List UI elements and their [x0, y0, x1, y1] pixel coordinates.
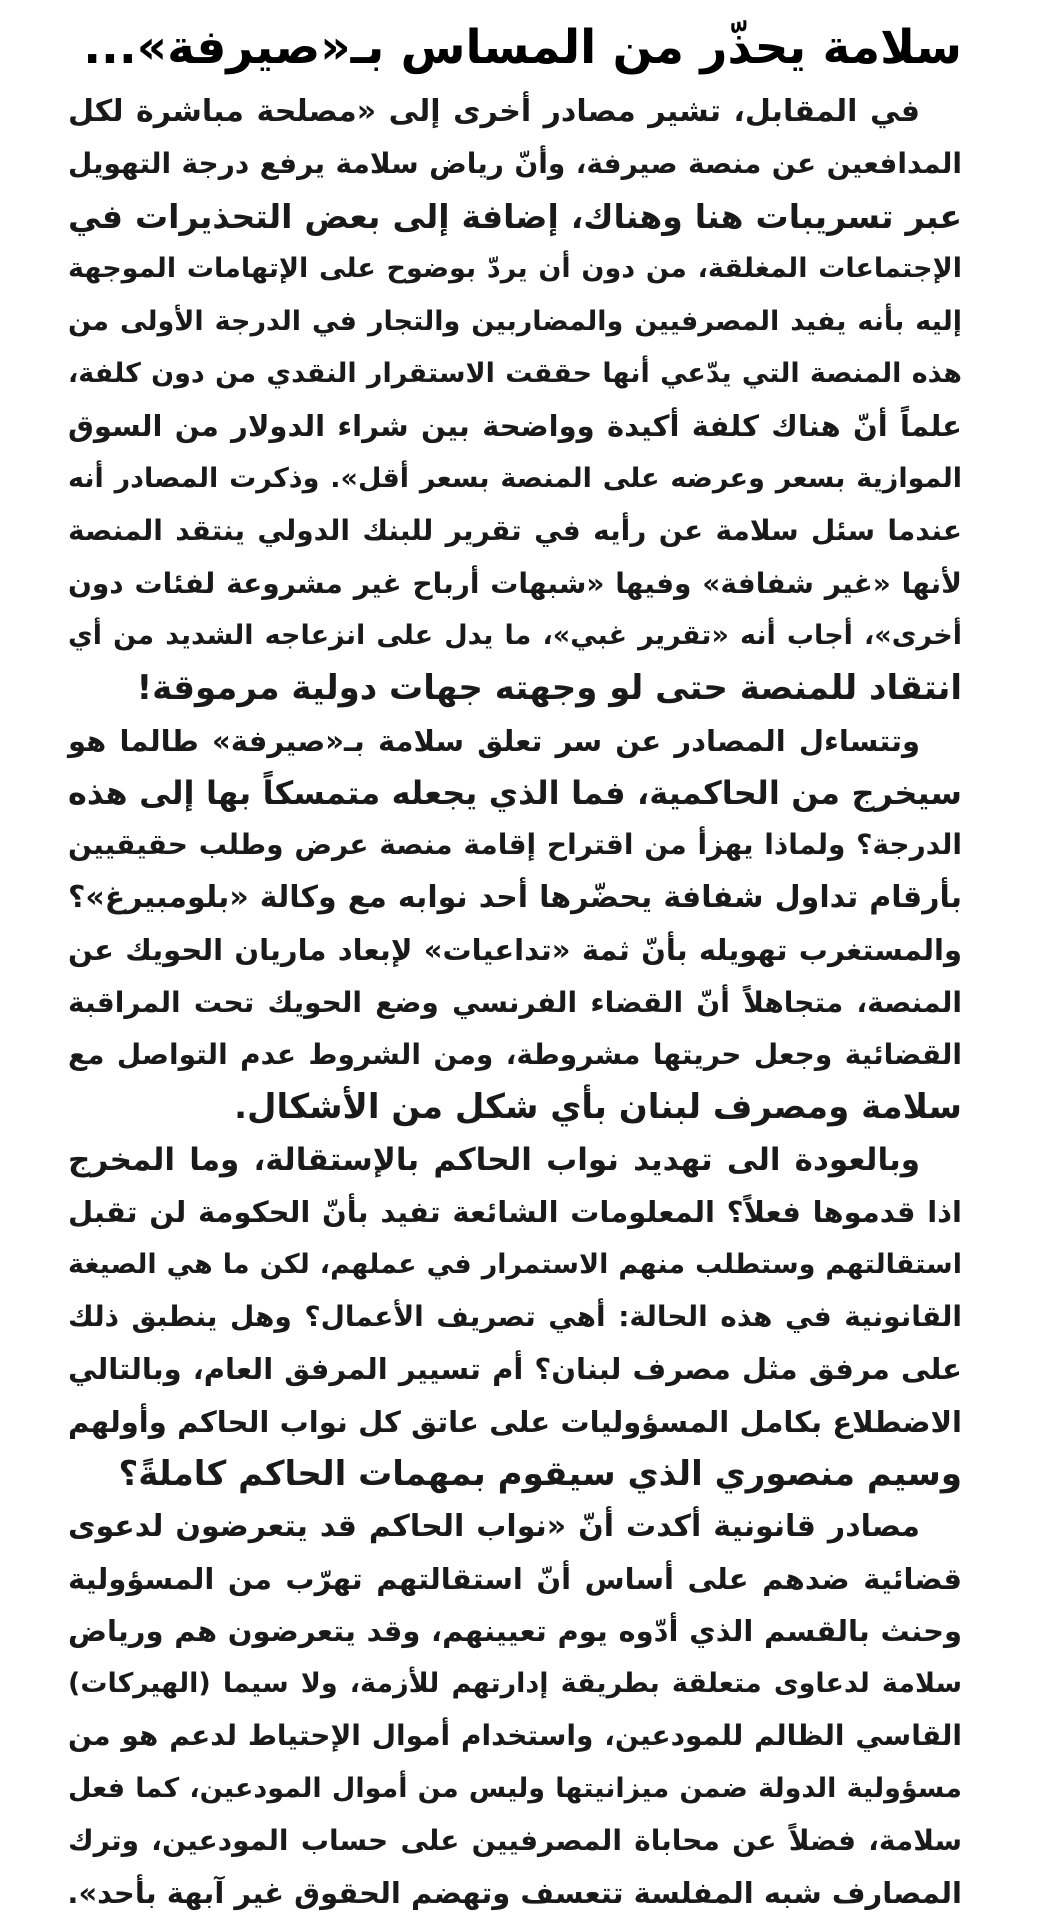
text-line: وسيم منصوري الذي سيقوم بمهمات الحاكم كاملةً؟ — [118, 1454, 962, 1495]
text-line: اذا قدموها فعلاً؟ المعلومات الشائعة تفيد بأنّ الحكومة لن تقبل — [68, 1195, 962, 1230]
text-line: الدرجة؟ ولماذا يهزأ من اقتراح إقامة منصة عرض وطلب حقيقيين — [68, 828, 962, 862]
article-body — [68, 86, 962, 1920]
text-line: عبر تسريبات هنا وهناك، إضافة إلى بعض التحذيرات في — [68, 196, 962, 236]
paragraph — [68, 1134, 962, 1501]
text-line: سلامة لدعاوى متعلقة بطريقة إدارتهم للأزمة، ولا سيما (الهيركات) — [68, 1667, 962, 1699]
paragraph — [68, 1501, 962, 1920]
text-line: عندما سئل سلامة عن رأيه في تقرير للبنك الدولي ينتقد المنصة — [68, 514, 962, 548]
text-line: علماً أنّ هناك كلفة أكيدة وواضحة بين شراء الدولار من السوق — [68, 409, 962, 444]
text-line: سلامة ومصرف لبنان بأي شكل من الأشكال. — [234, 1087, 962, 1128]
text-line: إليه بأنه يفيد المصرفيين والمضاربين والتجار في الدرجة الأولى من — [68, 305, 962, 337]
text-line: سيخرج من الحاكمية، فما الذي يجعله متمسكاً بها إلى هذه — [68, 774, 962, 813]
text-line: الإجتماعات المغلقة، من دون أن يردّ بوضوح على الإتهامات الموجهة — [68, 253, 962, 285]
paragraph — [68, 715, 962, 1134]
text-line: والمستغرب تهويله بأنّ ثمة «تداعيات» لإبعاد ماريان الحويك عن — [68, 933, 962, 968]
text-line: في المقابل، تشير مصادر أخرى إلى «مصلحة مباشرة لكل — [68, 94, 920, 129]
text-line: على مرفق مثل مصرف لبنان؟ أم تسيير المرفق العام، وبالتالي — [68, 1352, 962, 1387]
text-line: أخرى»، أجاب أنه «تقرير غبي»، ما يدل على انزعاجه الشديد من أي — [68, 619, 962, 651]
headline: سلامة يحذّر من المساس بـ«صيرفة»... — [83, 20, 962, 75]
text-line: وبالعودة الى تهديد نواب الحاكم بالإستقالة، وما المخرج — [68, 1141, 920, 1178]
text-line: قضائية ضدهم على أساس أنّ استقالتهم تهرّب من المسؤولية — [68, 1561, 962, 1596]
text-line: المدافعين عن منصة صيرفة، وأنّ رياض سلامة يرفع درجة التهويل — [68, 147, 962, 181]
text-line: سلامة، فضلاً عن محاباة المصرفيين على حساب المودعين، وترك — [68, 1823, 962, 1857]
text-line: المنصة، متجاهلاً أنّ القضاء الفرنسي وضع الحويك تحت المراقبة — [68, 985, 962, 1019]
text-line: وحنث بالقسم الذي أدّوه يوم تعيينهم، وقد يتعرضون هم ورياض — [68, 1614, 962, 1649]
text-line: الموازية بسعر وعرضه على المنصة بسعر أقل». وذكرت المصادر أنه — [68, 462, 962, 494]
text-line: القاسي الظالم للمودعين، واستخدام أموال الإحتياط لدعم هو من — [68, 1719, 962, 1753]
text-line: وتتساءل المصادر عن سر تعلق سلامة بـ«صيرفة» طالما هو — [68, 723, 920, 758]
text-line: مصادر قانونية أكدت أنّ «نواب الحاكم قد يتعرضون لدعوى — [68, 1508, 920, 1544]
text-line: المصارف شبه المفلسة تتعسف وتهضم الحقوق غير آبهة بأحد». — [67, 1876, 962, 1911]
text-line: القانونية في هذه الحالة: أهي تصريف الأعمال؟ وهل ينطبق ذلك — [68, 1299, 962, 1333]
text-line: هذه المنصة التي يدّعي أنها حققت الاستقرار النقدي من دون كلفة، — [68, 357, 962, 389]
text-line: بأرقام تداول شفافة يحضّرها أحد نوابه مع وكالة «بلومبيرغ»؟ — [68, 879, 962, 915]
text-line: استقالتهم وستطلب منهم الاستمرار في عملهم، لكن ما هي الصيغة — [68, 1248, 962, 1280]
text-line: مسؤولية الدولة ضمن ميزانيتها وليس من أموال المودعين، كما فعل — [68, 1772, 962, 1804]
text-line: لأنها «غير شفافة» وفيها «شبهات أرباح غير مشروعة لفئات دون — [68, 566, 962, 600]
text-line: انتقاد للمنصة حتى لو وجهته جهات دولية مرموقة! — [136, 668, 962, 709]
text-line: الاضطلاع بكامل المسؤوليات على عاتق كل نواب الحاكم وأولهم — [68, 1404, 962, 1439]
text-line: القضائية وجعل حريتها مشروطة، ومن الشروط عدم التواصل مع — [68, 1038, 962, 1072]
paragraph — [68, 86, 962, 715]
